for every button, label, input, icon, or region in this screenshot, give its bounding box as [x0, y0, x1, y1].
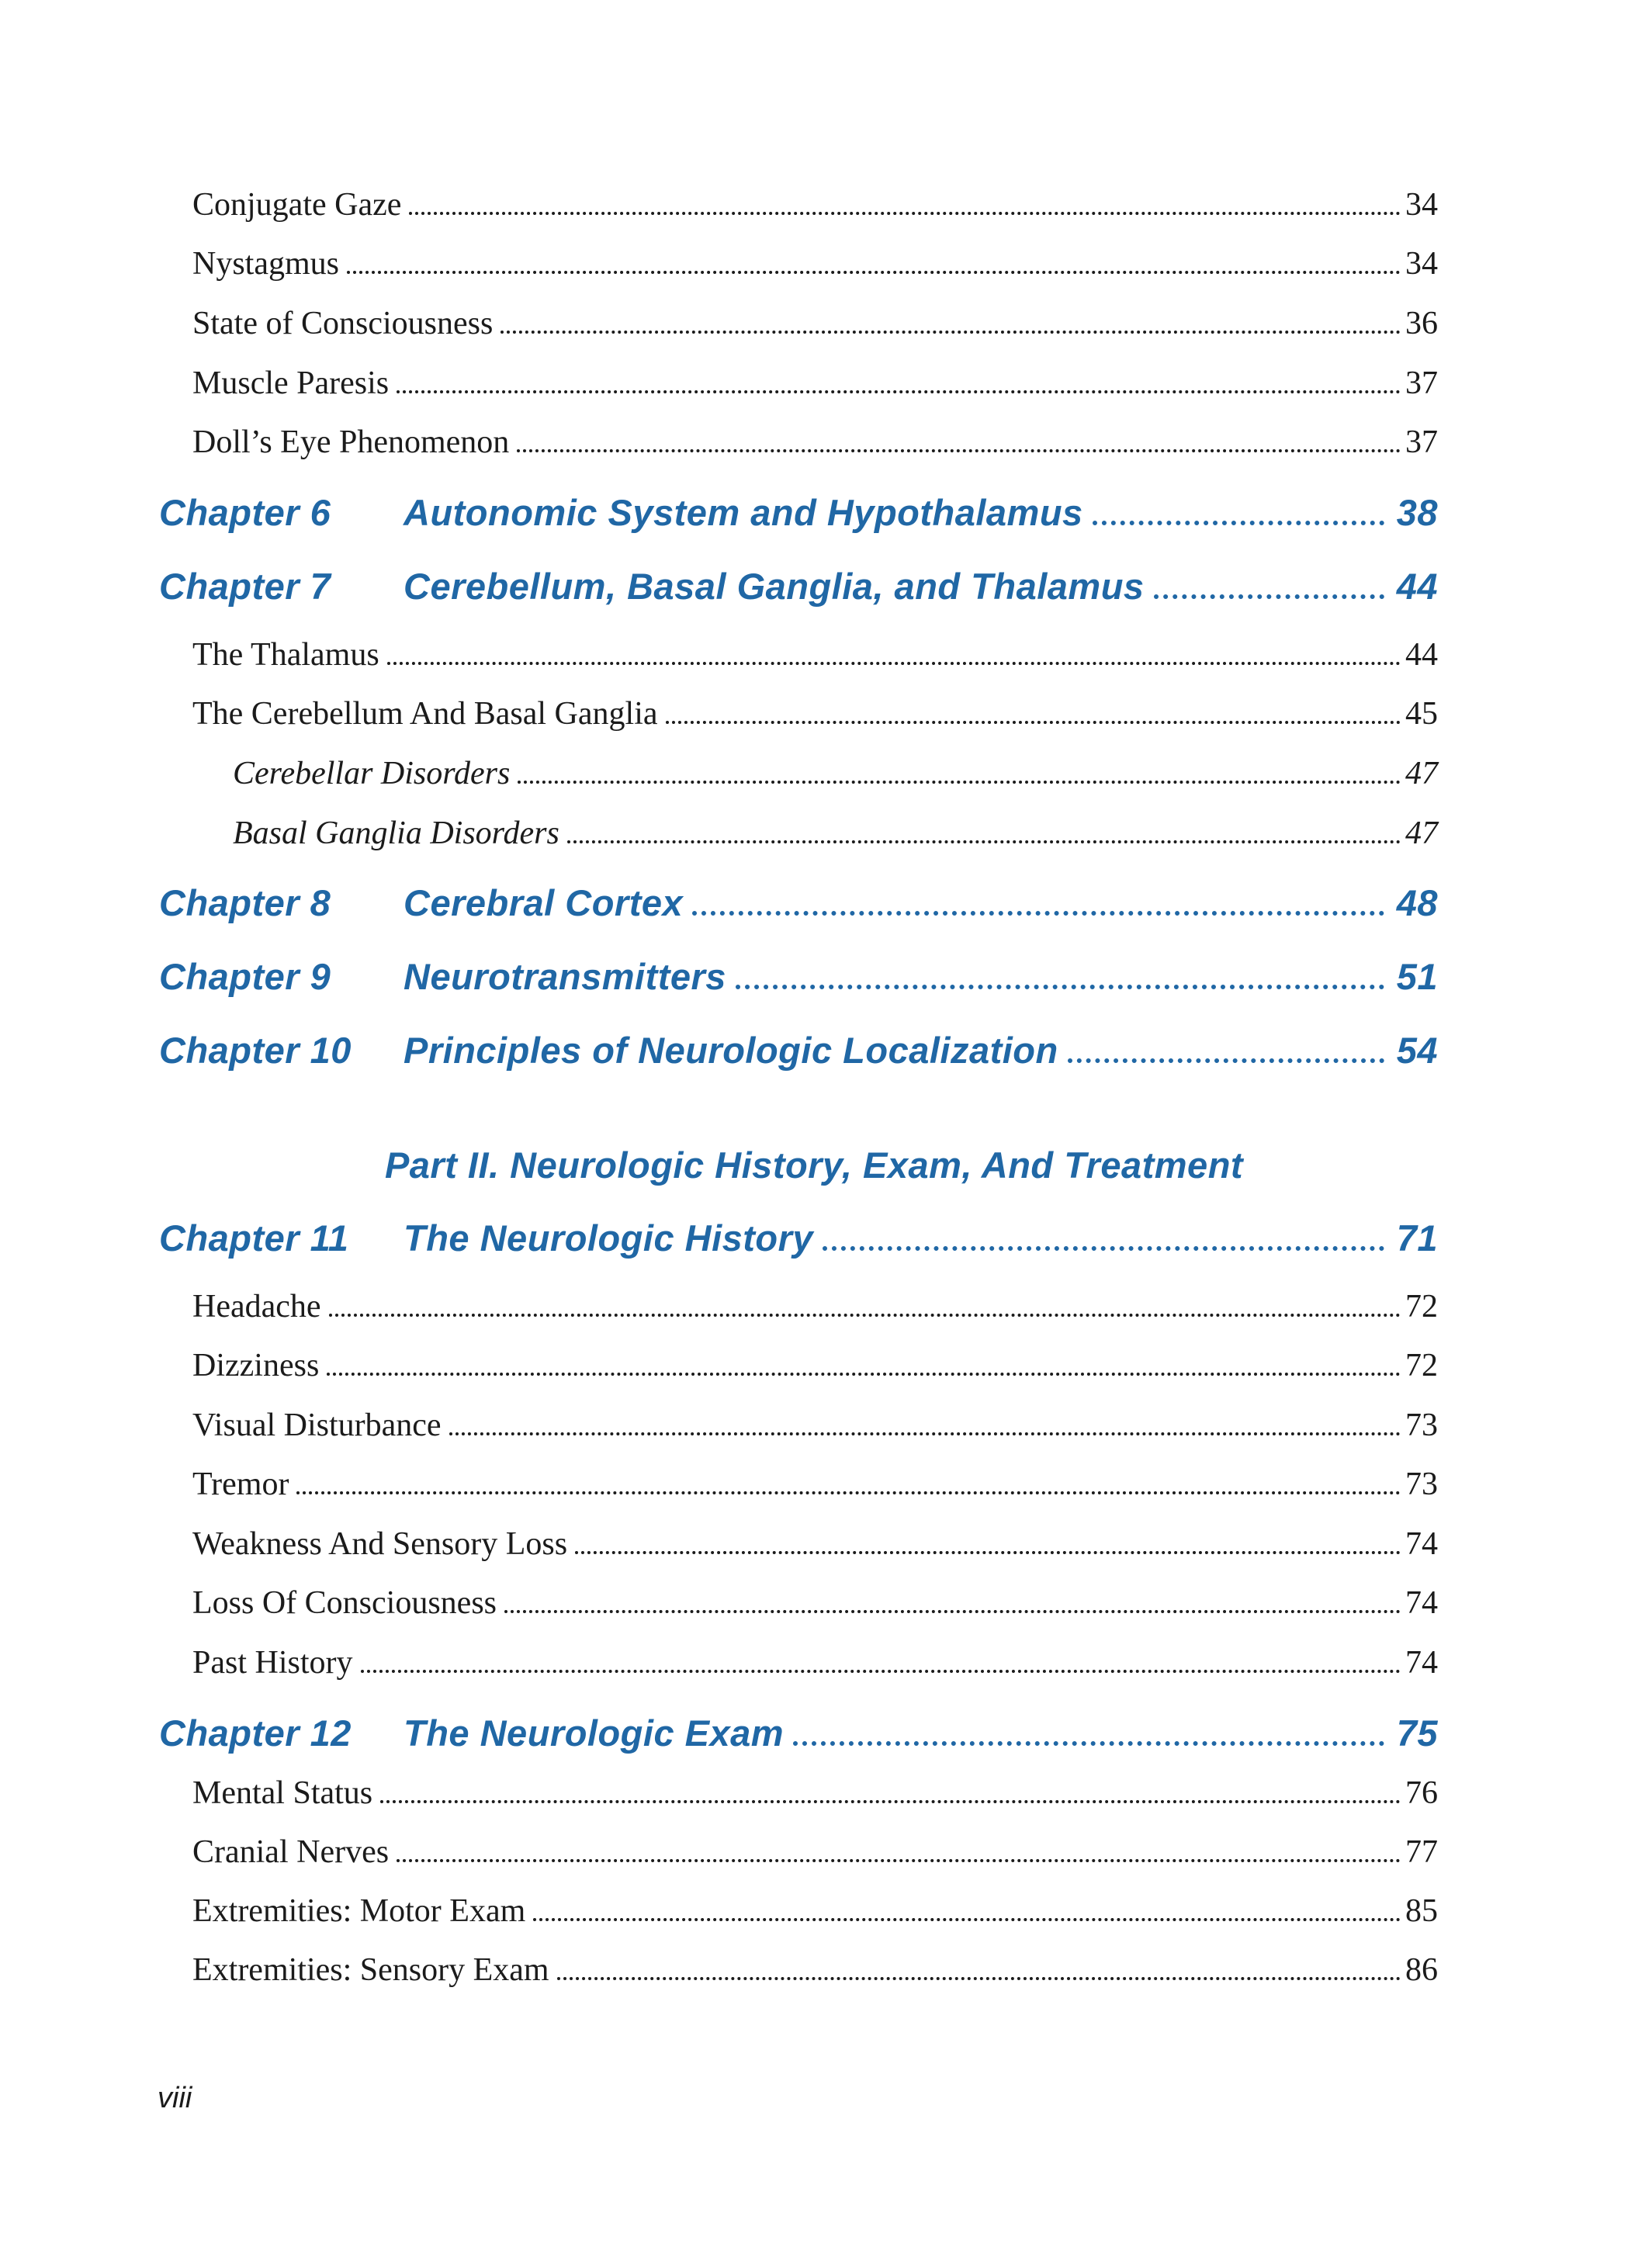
- toc-entry-page: 72: [1405, 1289, 1438, 1324]
- toc-entry-page: 86: [1405, 1952, 1438, 1988]
- toc-chapter-entry: [159, 1217, 1438, 1259]
- chapter-page: 75: [1396, 1712, 1438, 1754]
- toc-entry: [192, 426, 1438, 459]
- dot-leader: [1154, 594, 1384, 599]
- dot-leader: [575, 1551, 1401, 1554]
- chapter-title: The Neurologic Exam: [404, 1712, 785, 1754]
- chapter-title: Principles of Neurologic Localization: [404, 1030, 1058, 1071]
- chapter-title: Autonomic System and Hypothalamus: [404, 492, 1083, 533]
- toc-entry: [192, 307, 1438, 340]
- dot-leader: [533, 1918, 1401, 1921]
- toc-subsection-entry: [233, 757, 1438, 790]
- toc-entry-page: 45: [1405, 696, 1438, 732]
- toc-entry: [192, 1528, 1438, 1560]
- dot-leader: [517, 449, 1401, 452]
- toc-entry: [192, 1349, 1438, 1382]
- toc-entry-title: Headache: [192, 1289, 321, 1324]
- chapter-label: Chapter 10: [159, 1030, 352, 1071]
- toc-entry: [192, 189, 1438, 221]
- toc-entry-page: 74: [1405, 1585, 1438, 1621]
- dot-leader: [557, 1977, 1401, 1980]
- toc-chapter-entry: [159, 494, 1438, 531]
- toc-entry-page: 36: [1405, 306, 1438, 341]
- toc-entry-page: 34: [1405, 246, 1438, 282]
- toc-subsection-entry: [233, 817, 1438, 850]
- toc-entry: [192, 1409, 1438, 1442]
- dot-leader: [327, 1373, 1401, 1376]
- dot-leader: [296, 1491, 1401, 1494]
- toc-entry: [192, 1895, 1438, 1927]
- toc-entry: [192, 248, 1438, 280]
- dot-leader: [736, 985, 1384, 989]
- toc-entry-title: Nystagmus: [192, 246, 339, 282]
- toc-entry: [192, 1646, 1438, 1679]
- dot-leader: [823, 1246, 1384, 1251]
- dot-leader: [567, 840, 1401, 843]
- dot-leader: [347, 271, 1401, 274]
- toc-entry: [192, 1468, 1438, 1501]
- dot-leader: [387, 662, 1401, 665]
- toc-chapter-entry: [159, 566, 1438, 607]
- chapter-page: 38: [1396, 492, 1438, 533]
- chapter-label: Chapter 11: [159, 1217, 349, 1259]
- toc-entry: [192, 639, 1438, 671]
- dot-leader: [692, 911, 1384, 916]
- chapter-page: 48: [1396, 882, 1438, 923]
- toc-entry-title: Basal Ganglia Disorders: [233, 815, 559, 851]
- dot-leader: [361, 1670, 1401, 1673]
- toc-entry-page: 44: [1405, 637, 1438, 673]
- toc-entry-page: 37: [1405, 365, 1438, 401]
- toc-entry-page: 74: [1405, 1526, 1438, 1562]
- toc-entry-title: The Cerebellum And Basal Ganglia: [192, 696, 658, 732]
- dot-leader: [666, 721, 1401, 724]
- chapter-title: The Neurologic History: [404, 1217, 814, 1259]
- toc-entry: [192, 1587, 1438, 1619]
- dot-leader: [504, 1610, 1401, 1613]
- toc-chapter-entry: [159, 882, 1438, 923]
- toc-entry-title: Dizziness: [192, 1348, 320, 1383]
- dot-leader: [793, 1741, 1384, 1746]
- toc-entry-page: 73: [1405, 1408, 1438, 1443]
- toc-chapter-entry: [159, 1030, 1438, 1071]
- toc-entry-title: Cerebellar Disorders: [233, 756, 511, 791]
- toc-entry-page: 47: [1405, 756, 1438, 791]
- dot-leader: [397, 390, 1401, 393]
- toc-entry: [192, 1954, 1438, 1986]
- toc-entry-title: Muscle Paresis: [192, 365, 390, 401]
- toc-entry-page: 37: [1405, 424, 1438, 460]
- toc-entry-title: State of Consciousness: [192, 306, 494, 341]
- toc-entry-page: 77: [1405, 1834, 1438, 1870]
- chapter-page: 44: [1396, 566, 1438, 607]
- toc-entry-title: The Thalamus: [192, 637, 379, 673]
- toc-entry-page: 73: [1405, 1466, 1438, 1502]
- toc-entry-title: Past History: [192, 1645, 353, 1681]
- chapter-label: Chapter 7: [159, 566, 331, 607]
- toc-entry-title: Loss Of Consciousness: [192, 1585, 497, 1621]
- dot-leader: [1093, 521, 1384, 525]
- toc-entry-title: Weakness And Sensory Loss: [192, 1526, 568, 1562]
- toc-entry-title: Cranial Nerves: [192, 1834, 390, 1870]
- toc-chapter-entry: [159, 1712, 1438, 1754]
- toc-entry-page: 85: [1405, 1893, 1438, 1929]
- dot-leader: [409, 212, 1401, 215]
- dot-leader: [449, 1432, 1401, 1435]
- toc-entry: [192, 1290, 1438, 1323]
- toc-entry-page: 76: [1405, 1775, 1438, 1811]
- dot-leader: [380, 1800, 1401, 1803]
- toc-entry: [192, 1777, 1438, 1809]
- toc-entry-page: 72: [1405, 1348, 1438, 1383]
- chapter-label: Chapter 6: [159, 492, 331, 533]
- dot-leader: [1068, 1058, 1384, 1063]
- toc-entry-page: 47: [1405, 815, 1438, 851]
- toc-entry-page: 74: [1405, 1645, 1438, 1681]
- toc-entry: [192, 698, 1438, 730]
- chapter-page: 54: [1396, 1030, 1438, 1071]
- toc-entry-title: Conjugate Gaze: [192, 187, 402, 223]
- chapter-label: Chapter 9: [159, 956, 331, 997]
- toc-entry-title: Extremities: Sensory Exam: [192, 1952, 549, 1988]
- toc-entry-title: Extremities: Motor Exam: [192, 1893, 526, 1929]
- toc-entry-page: 34: [1405, 187, 1438, 223]
- chapter-title: Neurotransmitters: [404, 956, 726, 997]
- dot-leader: [518, 781, 1401, 784]
- toc-entry-title: Visual Disturbance: [192, 1408, 442, 1443]
- chapter-title: Cerebral Cortex: [404, 882, 684, 923]
- part-heading: Part II. Neurologic History, Exam, And Treatment: [384, 1144, 1244, 1186]
- chapter-label: Chapter 12: [159, 1712, 352, 1754]
- toc-entry: [192, 367, 1438, 400]
- dot-leader: [397, 1859, 1401, 1862]
- page-folio: viii: [158, 2082, 192, 2114]
- chapter-page: 71: [1396, 1217, 1438, 1259]
- chapter-title: Cerebellum, Basal Ganglia, and Thalamus: [404, 566, 1145, 607]
- toc-entry: [192, 1836, 1438, 1868]
- chapter-page: 51: [1396, 956, 1438, 997]
- dot-leader: [329, 1314, 1401, 1317]
- toc-entry-title: Mental Status: [192, 1775, 373, 1811]
- toc-entry-title: Tremor: [192, 1466, 289, 1502]
- dot-leader: [501, 331, 1401, 334]
- toc-entry-title: Doll’s Eye Phenomenon: [192, 424, 510, 460]
- toc-chapter-entry: [159, 958, 1438, 995]
- chapter-label: Chapter 8: [159, 882, 331, 923]
